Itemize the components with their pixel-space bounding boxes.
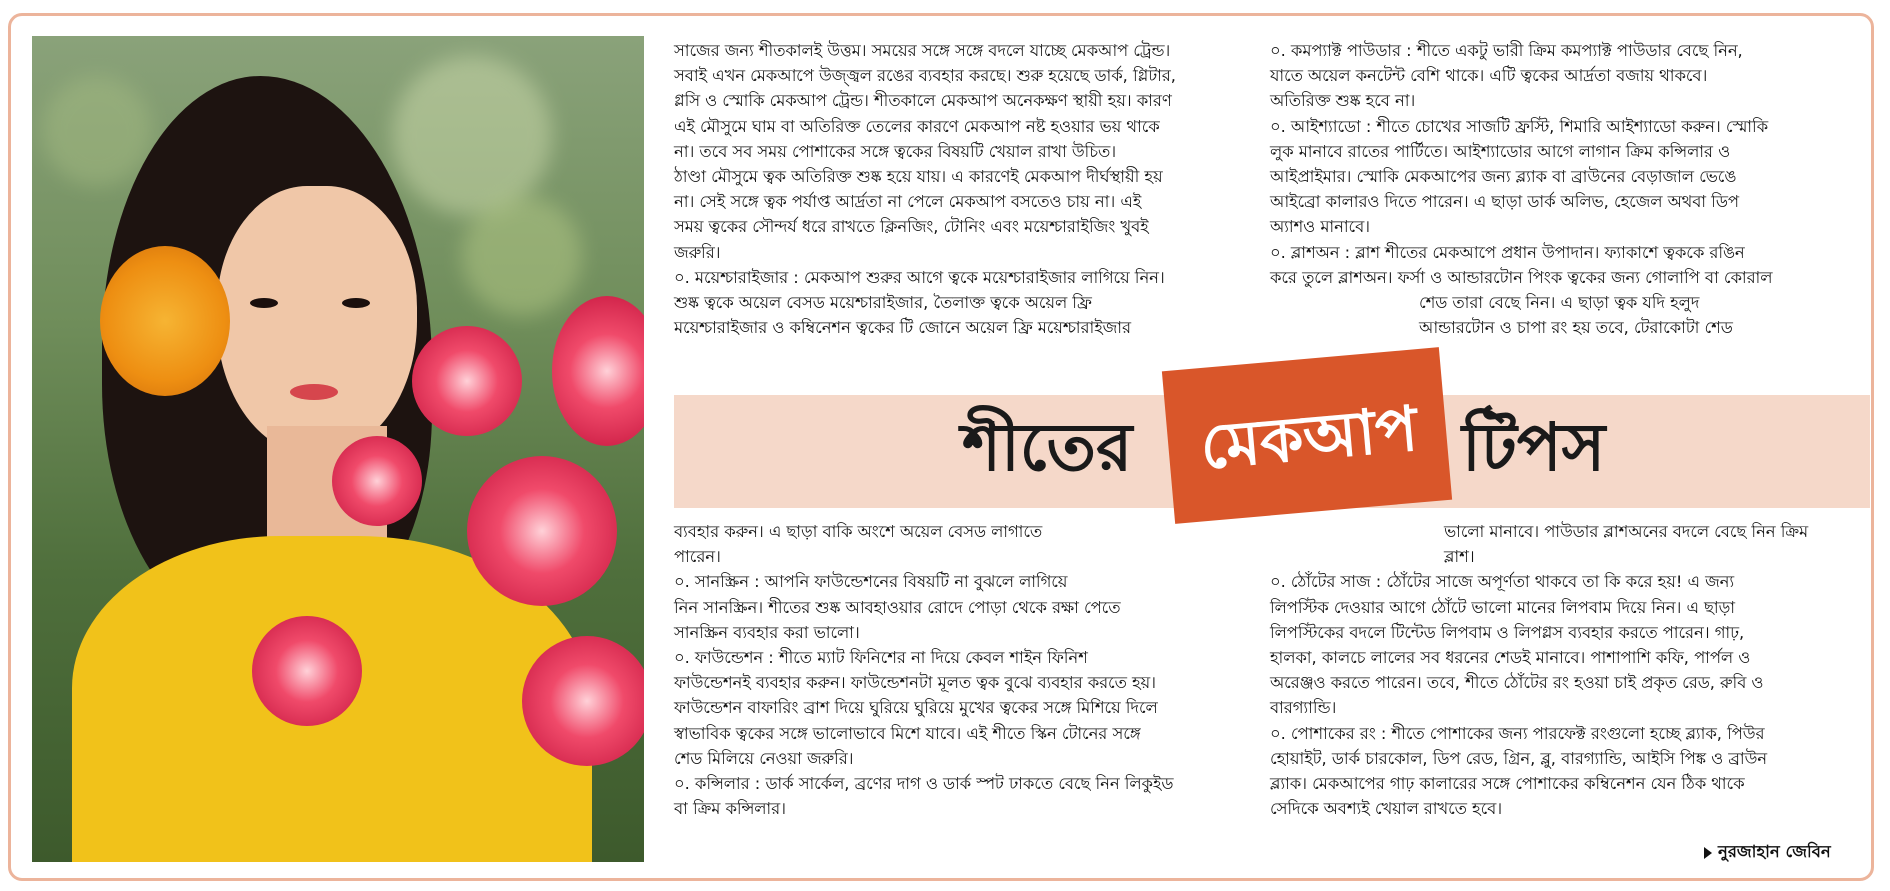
author-name: নুরজাহান জেবিন: [1718, 842, 1831, 861]
text-line: লুক মানাবে রাতের পার্টিতে। আইশ্যাডোর আগে লাগান ক্রিম কন্সিলার ও: [1270, 141, 1731, 161]
text-column-bottom-left: [674, 519, 1173, 821]
text-line: ০. কন্সিলার : ডার্ক সার্কেল, ব্রণের দাগ ও ডার্ক স্পট ঢাকতে বেছে নিন লিকুইড: [674, 774, 1174, 794]
text-line: সবাই এখন মেকআপে উজ্জ্বল রঙের ব্যবহার করছে। শুরু হয়েছে ডার্ক, গ্লিটার,: [674, 66, 1176, 86]
text-line: ০. ময়েশ্চারাইজার : মেকআপ শুরুর আগে ত্বকে ময়েশ্চারাইজার লাগিয়ে নিন।: [674, 267, 1165, 287]
text-line: সাজের জন্য শীতকালই উত্তম। সময়ের সঙ্গে সঙ্গে বদলে যাচ্ছে মেকআপ ট্রেন্ড।: [674, 41, 1171, 60]
marigold-flower: [100, 246, 230, 396]
text-line: ফাউন্ডেশন বাফারিং ব্রাশ দিয়ে ঘুরিয়ে ঘুরিয়ে মুখের ত্বকের সঙ্গে মিশিয়ে দিলে: [674, 698, 1158, 718]
text-line: ০. পোশাকের রং : শীতে পোশাকের জন্য পারফেক্ট রংগুলো হচ্ছে ব্ল্যাক, পিউর: [1270, 723, 1765, 743]
text-line: শেড মিলিয়ে নেওয়া জরুরি।: [674, 748, 854, 768]
text-line: আন্ডারটোন ও চাপা রং হয় তবে, টেরাকোটা শেড: [1419, 318, 1733, 338]
text-line: ভালো মানাবে। পাউডার ব্লাশঅনের বদলে বেছে নিন ক্রিম: [1444, 522, 1809, 541]
title-word-tips: টিপস: [1462, 408, 1606, 486]
text-line: ০. আইশ্যাডো : শীতে চোখের সাজটি ফ্রস্টি, শিমারি আইশ্যাডো করুন। স্মোকি: [1270, 116, 1769, 136]
text-line: না। সেই সঙ্গে ত্বক পর্যাপ্ত আর্দ্রতা না পেলে মেকআপ বসতেও চায় না। এই: [674, 192, 1142, 212]
text-line: ০. ঠোঁটের সাজ : ঠোঁটের সাজে অপূর্ণতা থাকবে তা কি করে হয়! এ জন্য: [1270, 572, 1735, 592]
text-line: অরেঞ্জও করতে পারেন। তবে, শীতে ঠোঁটের রং হওয়া চাই প্রকৃত রেড, রুবি ও: [1270, 673, 1764, 693]
text-line: ব্ল্যাক। মেকআপের গাঢ় কালারের সঙ্গে পোশাকের কম্বিনেশন যেন ঠিক থাকে: [1270, 774, 1745, 794]
text-line: যাতে অয়েল কনটেন্ট বেশি থাকে। এটি ত্বকের আর্দ্রতা বজায় থাকবে।: [1270, 66, 1708, 86]
text-line: ব্লাশ।: [1444, 547, 1475, 567]
text-line: স্বাভাবিক ত্বকের সঙ্গে ভালোভাবে মিশে যাবে। এই শীতে স্কিন টোনের সঙ্গে: [674, 723, 1141, 743]
text-line: না। তবে সব সময় পোশাকের সঙ্গে ত্বকের বিষয়টি খেয়াল রাখা উচিত।: [674, 141, 1117, 161]
text-column-top-right: [1270, 38, 1772, 340]
text-line: আইপ্রাইমার। স্মোকি মেকআপের জন্য ব্ল্যাক বা ব্রাউনের বেড়াজাল ভেঙে: [1270, 167, 1737, 187]
text-line: ঠাণ্ডা মৌসুমে ত্বক অতিরিক্ত শুষ্ক হয়ে যায়। এ কারণেই মেকআপ দীর্ঘস্থায়ী হয়: [674, 167, 1163, 187]
text-line: লিপস্টিকের বদলে টিন্টেড লিপবাম ও লিপগ্লস ব্যবহার করতে পারেন। গাঢ়,: [1270, 622, 1745, 642]
text-line: এই মৌসুমে ঘাম বা অতিরিক্ত তেলের কারণে মেকআপ নষ্ট হওয়ার ভয় থাকে: [674, 116, 1160, 136]
text-line: অ্যাশও মানাবে।: [1270, 217, 1370, 237]
triangle-bullet-icon: [1704, 847, 1712, 859]
text-line: বারগ্যান্ডি।: [1270, 698, 1337, 718]
text-line: লিপস্টিক দেওয়ার আগে ঠোঁটে ভালো মানের লিপবাম দিয়ে নিন। এ ছাড়া: [1270, 597, 1735, 617]
text-line: ফাউন্ডেশনই ব্যবহার করুন। ফাউন্ডেশনটা মূলত ত্বক বুঝে ব্যবহার করতে হয়।: [674, 673, 1156, 693]
text-line: ০. কমপ্যাক্ট পাউডার : শীতে একটু ভারী ক্রিম কমপ্যাক্ট পাউডার বেছে নিন,: [1270, 41, 1743, 60]
title-word-makeup: মেকআপ: [1197, 391, 1421, 484]
text-line: ০. ব্লাশঅন : ব্লাশ শীতের মেকআপে প্রধান উপাদান। ফ্যাকাশে ত্বককে রঙিন: [1270, 242, 1745, 262]
text-column-top-left: [674, 38, 1176, 340]
text-line: আইব্রো কালারও দিতে পারেন। এ ছাড়া ডার্ক অলিভ, হেজেল অথবা ডিপ: [1270, 192, 1739, 212]
text-line: সেদিকে অবশ্যই খেয়াল রাখতে হবে।: [1270, 799, 1503, 819]
author-byline: [1704, 839, 1831, 866]
text-line: পারেন।: [674, 547, 721, 567]
text-line: ০. ফাউন্ডেশন : শীতে ম্যাট ফিনিশের না দিয়ে কেবল শাইন ফিনিশ: [674, 648, 1088, 668]
text-line: সময় ত্বকের সৌন্দর্য ধরে রাখতে ক্লিনজিং, টোনিং এবং ময়েশ্চারাইজিং খুবই: [674, 217, 1149, 237]
text-line: সানস্ক্রিন ব্যবহার করা ভালো।: [674, 622, 860, 642]
text-line: শেড তারা বেছে নিন। এ ছাড়া ত্বক যদি হলুদ: [1419, 293, 1700, 313]
title-word-winter: শীতের: [962, 408, 1133, 486]
text-line: হালকা, কালচে লালের সব ধরনের শেডই মানাবে। পাশাপাশি কফি, পার্পল ও: [1270, 648, 1751, 668]
text-line: হোয়াইট, ডার্ক চারকোল, ডিপ রেড, গ্রিন, ব্লু, বারগ্যান্ডি, আইসি পিঙ্ক ও ব্রাউন: [1270, 748, 1767, 768]
text-line: জরুরি।: [674, 242, 721, 262]
text-line: অতিরিক্ত শুষ্ক হবে না।: [1270, 91, 1416, 111]
text-line: গ্লসি ও স্মোকি মেকআপ ট্রেন্ড। শীতকালে মেকআপ অনেকক্ষণ স্থায়ী হয়। কারণ: [674, 91, 1172, 111]
text-line: নিন সানস্ক্রিন। শীতের শুষ্ক আবহাওয়ার রোদে পোড়া থেকে রক্ষা পেতে: [674, 597, 1121, 617]
text-line: বা ক্রিম কন্সিলার।: [674, 799, 786, 819]
text-line: করে তুলে ব্লাশঅন। ফর্সা ও আন্ডারটোন পিংক ত্বকের জন্য গোলাপি বা কোরাল: [1270, 267, 1773, 287]
text-line: ময়েশ্চারাইজার ও কম্বিনেশন ত্বকের টি জোনে অয়েল ফ্রি ময়েশ্চারাইজার: [674, 318, 1131, 338]
text-column-bottom-right: [1270, 519, 1808, 821]
text-line: শুষ্ক ত্বকে অয়েল বেসড ময়েশ্চারাইজার, তৈলাক্ত ত্বকে অয়েল ফ্রি: [674, 293, 1092, 313]
text-line: ০. সানস্ক্রিন : আপনি ফাউন্ডেশনের বিষয়টি না বুঝলে লাগিয়ে: [674, 572, 1068, 592]
text-line: ব্যবহার করুন। এ ছাড়া বাকি অংশে অয়েল বেসড লাগাতে: [674, 522, 1043, 541]
model-photo: [32, 36, 644, 862]
